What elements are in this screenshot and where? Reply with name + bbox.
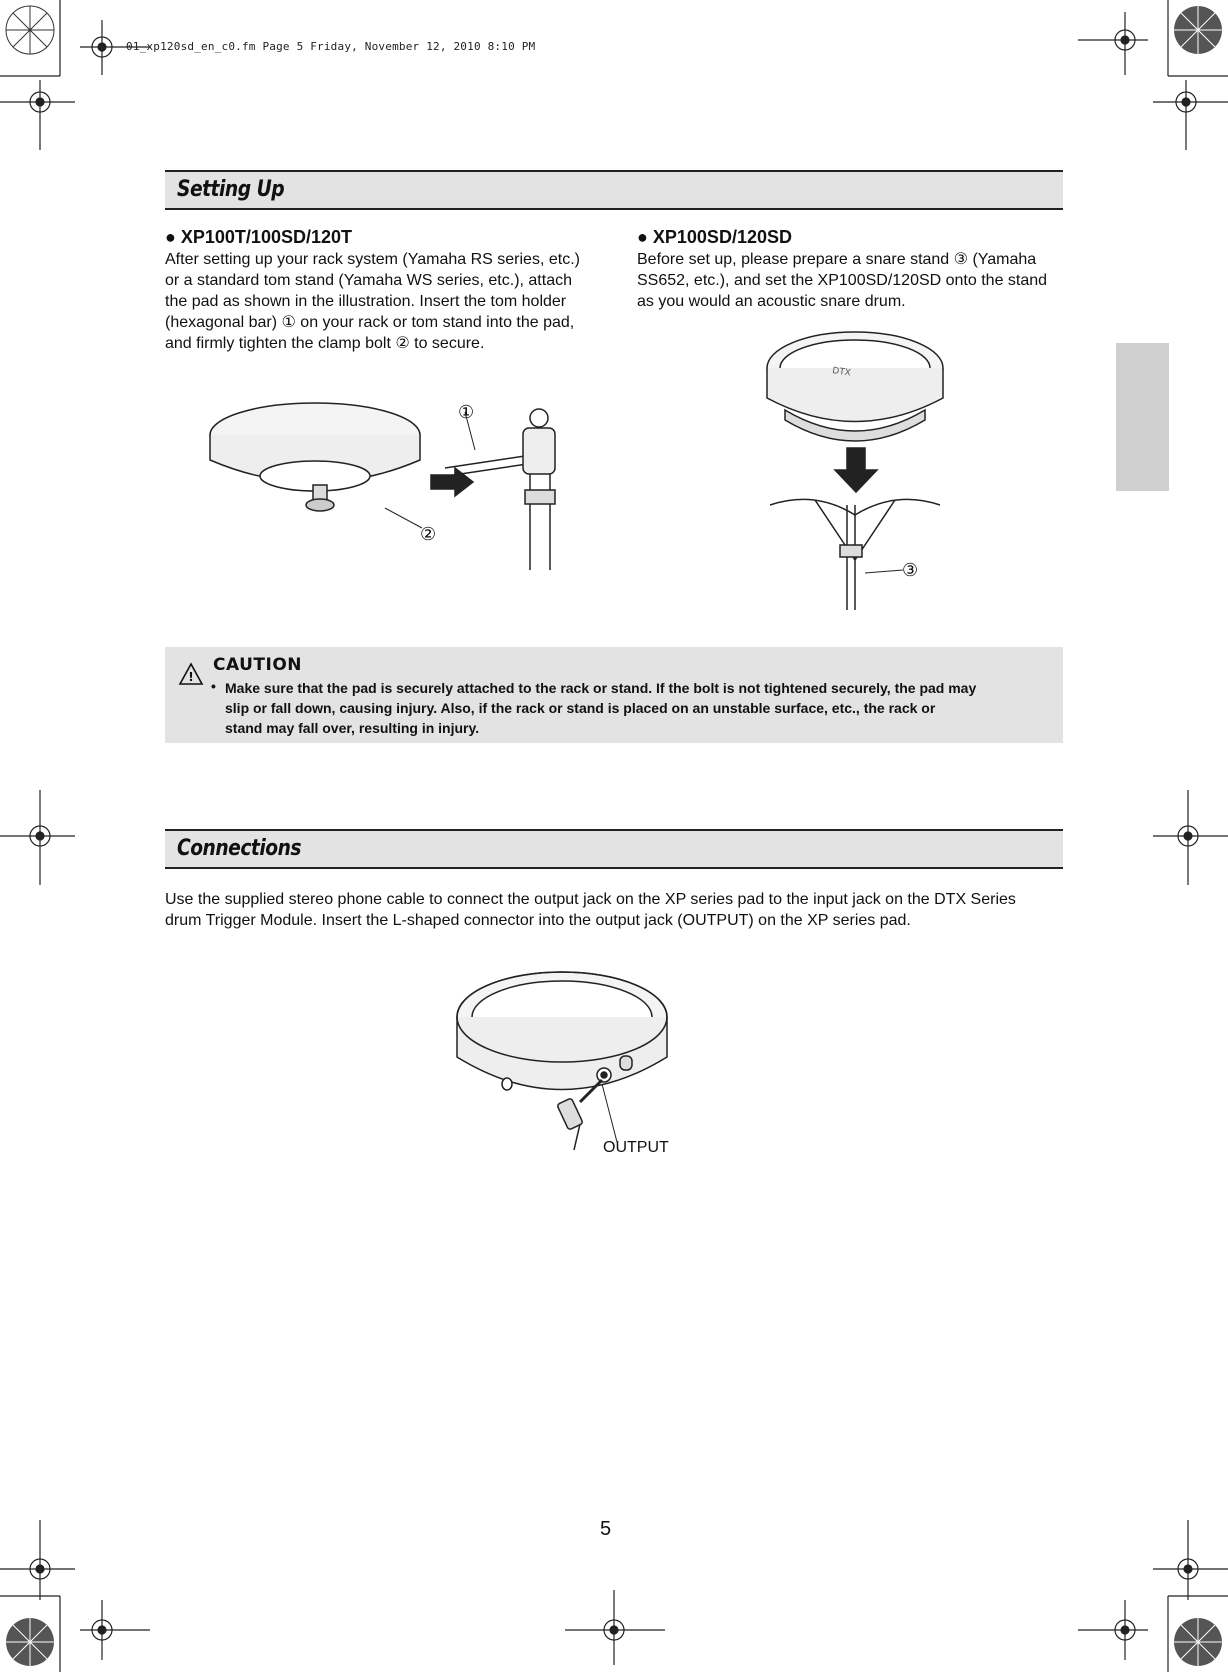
setting-up-title: Setting Up (177, 177, 285, 202)
connections-paragraph (165, 889, 1065, 931)
right-heading: XP100SD/120SD (652, 227, 792, 247)
right-line-3: as you would an acoustic snare drum. (637, 293, 906, 310)
connections-title: Connections (177, 836, 301, 861)
caution-text (225, 678, 1055, 738)
right-subheading (637, 227, 1067, 248)
left-line-4: (hexagonal bar) ① on your rack or tom stand into the pad, (165, 314, 575, 331)
left-line-2: or a standard tom stand (Yamaha WS series, etc.), attach (165, 272, 572, 289)
setting-up-section-bar (165, 170, 1063, 210)
right-bullet: ● (637, 227, 648, 247)
warning-glyph: ! (188, 670, 194, 684)
left-bullet: ● (165, 227, 176, 247)
left-paragraph (165, 249, 595, 354)
right-line-2: SS652, etc.), and set the XP100SD/120SD onto the stand (637, 272, 1048, 289)
caution-line-2: slip or fall down, causing injury. Also, if the rack or stand is placed on an unstable surface, etc., the rack or (225, 700, 936, 716)
setting-up-left-column (165, 227, 595, 354)
output-label: OUTPUT (603, 1139, 669, 1156)
callout-one: ① (458, 402, 475, 422)
right-line-1: Before set up, please prepare a snare stand ③ (Yamaha (637, 251, 1037, 268)
connections-line-1: Use the supplied stereo phone cable to connect the output jack on the XP series pad to the input jack on the DTX Series (165, 891, 1016, 908)
snare-stand-illustration (755, 330, 985, 610)
left-heading: XP100T/100SD/120T (180, 227, 352, 247)
left-line-3: the pad as shown in the illustration. Insert the tom holder (165, 293, 567, 310)
setting-up-right-column (637, 227, 1067, 312)
warning-triangle-icon (179, 663, 203, 685)
connections-section-bar (165, 829, 1063, 869)
page-number: 5 (600, 1518, 612, 1540)
tom-mount-illustration (205, 390, 605, 570)
left-line-5: and firmly tighten the clamp bolt ② to secure. (165, 335, 485, 352)
connections-line-2: drum Trigger Module. Insert the L-shaped connector into the output jack (OUTPUT) on the XP series pad. (165, 912, 911, 929)
left-subheading (165, 227, 595, 248)
caution-box (165, 647, 1063, 743)
caution-bullet: • (211, 678, 216, 694)
callout-three: ③ (902, 560, 919, 580)
caution-title: CAUTION (213, 655, 303, 675)
left-line-1: After setting up your rack system (Yamaha RS series, etc.) (165, 251, 580, 268)
caution-line-3: stand may fall over, resulting in injury. (225, 720, 480, 736)
side-tab-marker (1116, 343, 1169, 491)
output-connection-illustration (452, 972, 682, 1157)
file-info-header: 01_xp120sd_en_c0.fm Page 5 Friday, November 12, 2010 8:10 PM (126, 40, 536, 53)
pad-logo-text: DTX (831, 366, 852, 379)
callout-two: ② (420, 524, 437, 544)
caution-line-1: Make sure that the pad is securely attached to the rack or stand. If the bolt is not tightened securely, the pad may (225, 680, 977, 696)
right-paragraph (637, 249, 1067, 312)
